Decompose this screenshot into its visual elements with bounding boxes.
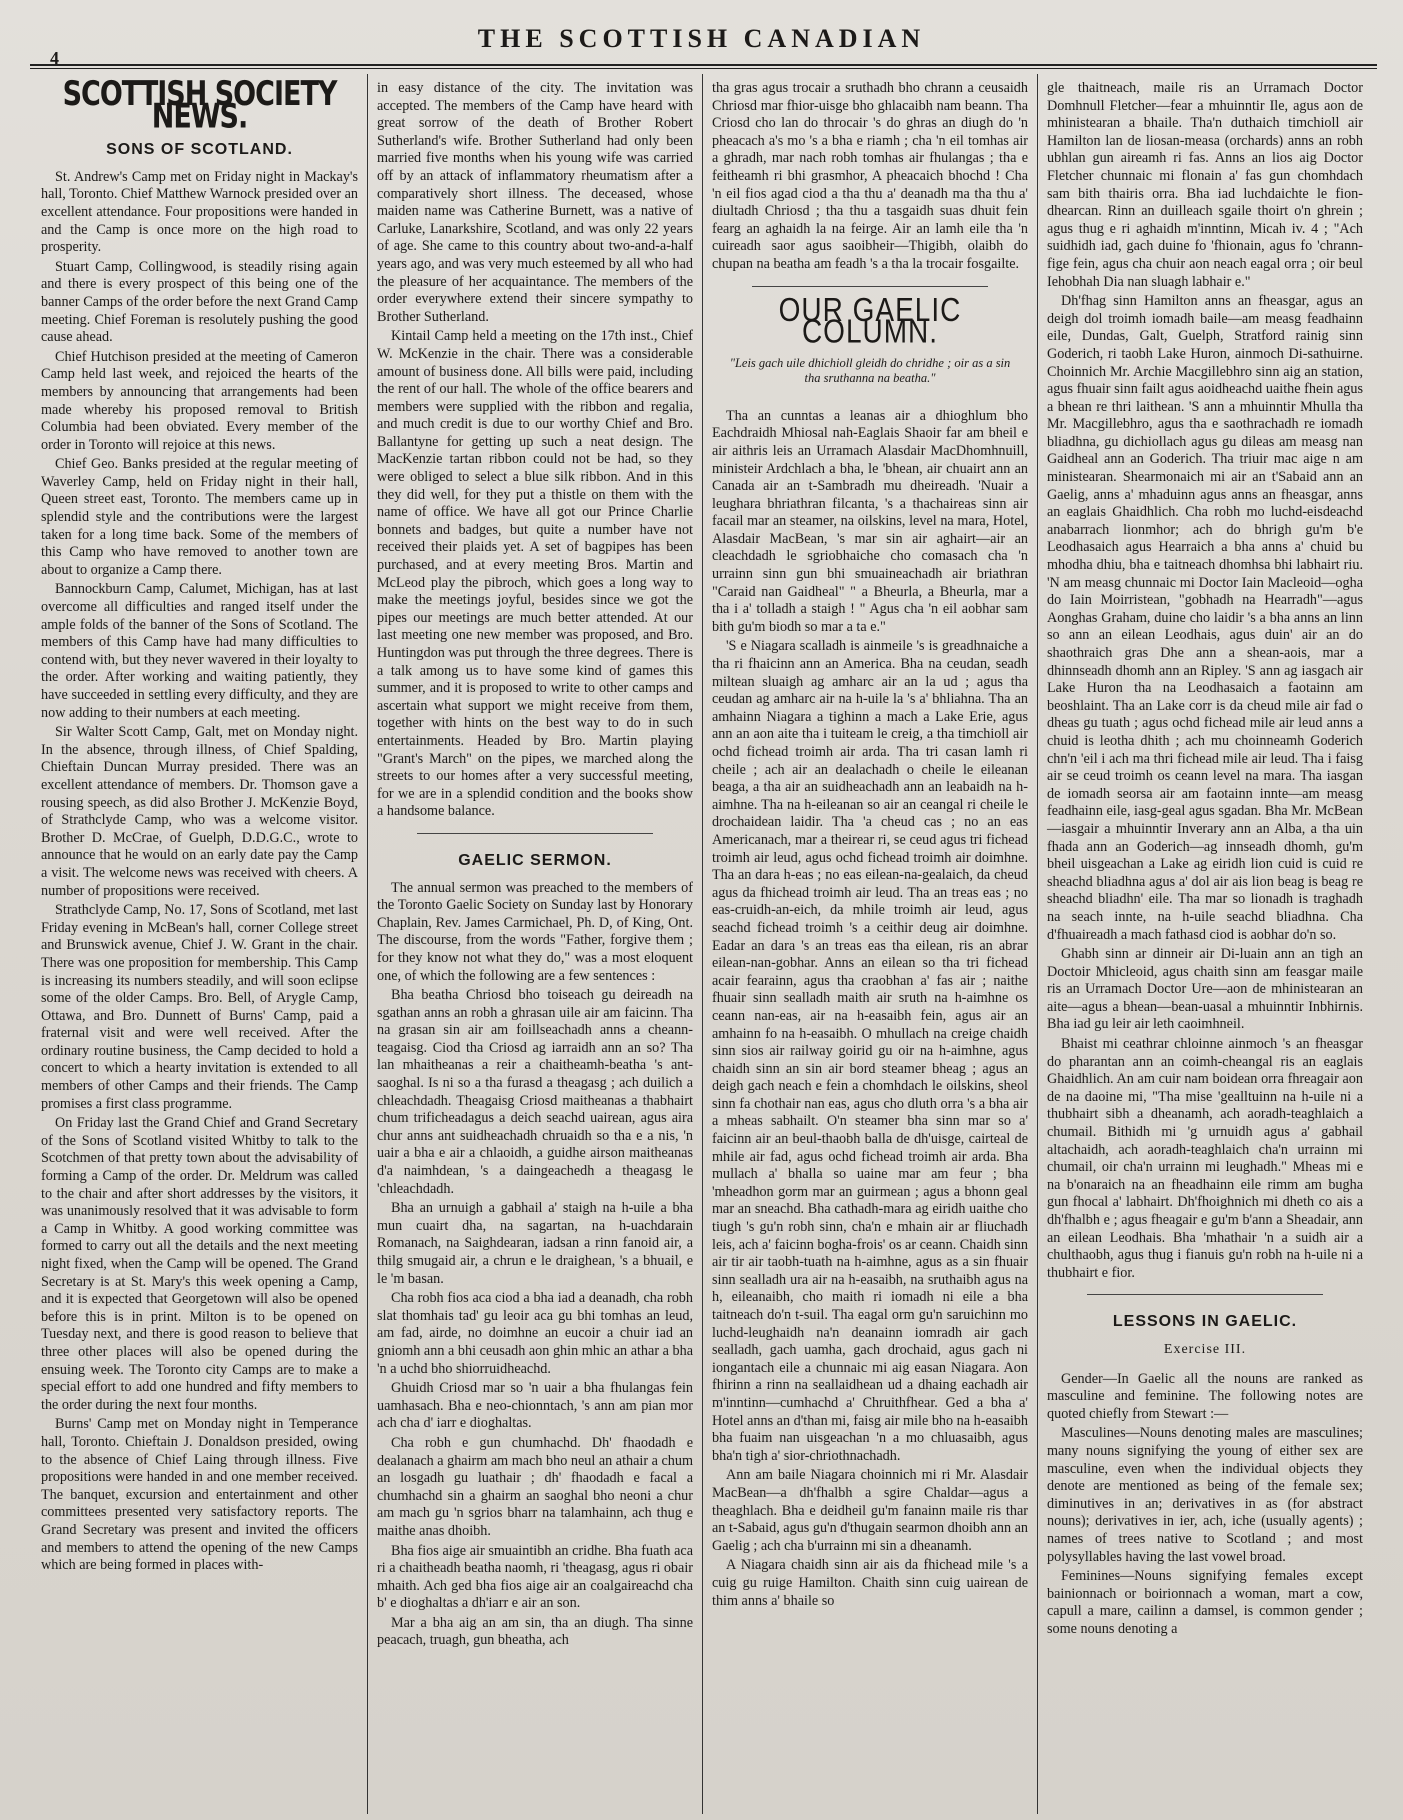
section-divider bbox=[752, 286, 988, 287]
article-paragraph: Feminines—Nouns signifying females except bainionnach or boirionnach a woman, mart a cow, capull a mare, cailinn a damsel, is common gender ; some nouns denoting a bbox=[1047, 1568, 1363, 1637]
newspaper-title: THE SCOTTISH CANADIAN bbox=[477, 24, 926, 53]
article-paragraph: Bha beatha Chriosd bho toiseach gu deireadh na sgathan anns an robh a ghrasan uile air am faicinn. Tha na grasan sin air am foillseachadh anns a cheann-teagaisg. Ciod tha Criosd ag iarraidh ann an so? Tha lan mhaitheanas a reir a chaitheamh-beatha 's ant-saoghal. Is ni so a tha furasd a theagasg ; ach duilich a chleachdadh. Theagaisg Criosd maitheanas a thabhairt chum trificheadagus a deich seachd uairean, agus aira chur anns ant suidheachadh chruaidh so tha e a nis, 'n uair a bha e air a chlaoidh, a guidhe airson maitheanas d'a naimhdean, 's a daingeachedh a theagasg le 'chleachdadh. bbox=[377, 987, 693, 1197]
article-paragraph: Bhaist mi ceathrar chloinne ainmoch 's an fheasgar do pharantan ann an coimh-cheangal ris an eaglais Ghaidhlich. An am cuir nam boidean orra fhreagair aon de na daoine mi, "Tha mise 'gealltuinn na h-uile ni a thubhairt sibh a dheanamh, ach aoradh-teaghlaich a chumail. Bithidh mi 'g urnuidh agus a' gabhail altachaidh, ach aoradh-teaghlaich cha'n urrainn mi chumail, oir cha'n urrainn mi leughadh." Mheas mi e na b'onaraich na an fheadhainn eile rimm am bugha gun fhocal a' labhairt. Dh'fhoighnich mi dheth co ais a dh'fhalbh e ; agus fheagair e gu'm b'ann a Sheadair, ann an eilean Leodhais. Bha 'mhathair 'n a suidh air a chulthaobh, agus thug i fianuis gu'n robh na h-uile ni a thubhairt e fior. bbox=[1047, 1036, 1363, 1281]
article-paragraph: Cha robh e gun chumhachd. Dh' fhaodadh e dealanach a ghairm am mach bho neul an athair a chum an losgadh gu luathair ; dh' fhaodadh e facal a chumhachd sin a ghairm an saoghal bho neoni a chur am mach gu 'n sgrios bharr na talamhainn, ach thug e maithe anas dhoibh. bbox=[377, 1434, 693, 1539]
article-paragraph: Stuart Camp, Collingwood, is steadily rising again and there is every prospect of this being one of the banner Camps of the order before the next Grand Camp meeting. Chief Foreman is resolutely pushing the good cause ahead. bbox=[41, 258, 358, 346]
heading-lessons-in-gaelic: LESSONS IN GAELIC. bbox=[1112, 1313, 1298, 1331]
article-paragraph: Bha an urnuigh a gabhail a' staigh na h-uile a bha mun cuairt dha, na sagartan, na h-uachdarain Romanach, na Saighdearan, iadsan a rinn fanoid air, a thilg smugaid air, a chrun e le draighean, 's a bhuail, e le 'm basan. bbox=[377, 1200, 693, 1287]
heading-our-gaelic-column: OUR GAELIC COLUMN. bbox=[778, 290, 962, 349]
page-number: 4 bbox=[50, 48, 59, 68]
article-paragraph: in easy distance of the city. The invitation was accepted. The members of the Camp have heard with great sorrow of the death of Brother Robert Sutherland's wife. Brother Sutherland had only been married five months when his young wife was carried off by an attack of inflammatory rheumatism after a comparatively short illness. The deceased, whose maiden name was Catherine Burnett, was a native of Carluke, Lanarkshire, Scotland, and was only 22 years of age. She came to this country about two-and-a-half years ago, and was very much esteemed by all who had the pleasure of her acquaintance. The members of the order everywhere extend their sincere sympathy to Brother Sutherland. bbox=[377, 80, 693, 325]
article-paragraph: Chief Hutchison presided at the meeting of Cameron Camp held last week, and rejoiced the hearts of the members by announcing that arrangements had been made whereby his proposed removal to British Columbia had been obviated. Every member of the order in Toronto will rejoice at this news. bbox=[41, 348, 358, 453]
article-paragraph: Ghabh sinn ar dinneir air Di-luain ann an tigh an Doctoir Mhicleoid, agus chaith sinn am feasgar maile ris an Urramach Doctor Ure—aon de mhinistearan an aite—agus a bhean—bean-uasal a mhuinntir Inbhirnis. Bha iad gu leir air leth caoimhneil. bbox=[1047, 946, 1363, 1033]
article-paragraph: The annual sermon was preached to the members of the Toronto Gaelic Society on Sunday last by Honorary Chaplain, Rev. James Carmichael, Ph. D, of King, Ont. The discourse, from the words "Father, forgive them ; for they know not what they do," was a most eloquent one, of which the following are a few sentences : bbox=[377, 879, 693, 984]
column-3 bbox=[702, 74, 1037, 1814]
article-paragraph: A Niagara chaidh sinn air ais da fhichead mile 's a cuig gu ruige Hamilton. Chaith sinn cuig uairean de thim anns a' bhaile so bbox=[712, 1557, 1028, 1609]
subheading-sons-of-scotland: SONS OF SCOTLAND. bbox=[106, 141, 293, 159]
article-paragraph: Bha fios aige air smuaintibh an cridhe. Bha fuath aca ri a chaitheadh beatha naomh, ri 'theagasg, agus ri obair mhaith. Ach ged bha fios aige air an coalgaireachd cha b' e dioghaltas a dh'iarr e air an son. bbox=[377, 1542, 693, 1612]
article-paragraph: On Friday last the Grand Chief and Grand Secretary of the Sons of Scotland visited Whitby to talk to the Scotchmen of that pretty town about the advisability of forming a Camp of the order. Dr. Meldrum was called to the chair and after short addresses by the visitors, it was unanimously resolved that it was advisable to form a Camp in Whitby. A good working committee was formed to carry out all the details and the next meeting night fixed, when the Camp will be opened. The Grand Secretary is at St. Mary's this week opening a Camp, and it is expected that Georgetown will also be opened before this is in print. Milton is to be opened on Tuesday next, and there is good reason to believe that three other places will also be opened during the ensuing week. The Toronto city Camps are to make a special effort to add one hundred and fifty members to the order during the next four months. bbox=[41, 1115, 358, 1413]
subheading-gaelic-sermon: GAELIC SERMON. bbox=[458, 851, 612, 869]
article-paragraph: Masculines—Nouns denoting males are masculines; many nouns signifying the young of either sex are masculine, even when the individual objects they denote are mentioned as being of the female sex; diminutives in an; derivatives in as (for abstract nouns); derivatives in ier, ach, iche (usually agents) ; names of trees native to Scotland ; and most polysyllables having the last vowel broad. bbox=[1047, 1425, 1363, 1565]
section-divider bbox=[417, 833, 653, 834]
article-paragraph: Ann am baile Niagara choinnich mi ri Mr. Alasdair MacBean—a dh'fhalbh a sgire Chaldar—agus a theaghlach. Bha e deidheil gu'm fanainn maile ris thar an t-Sabaid, agus gu'n d'thugain searmon dhoibh ann an Gaelig ; ach cha b'urrainn mi sin a dheanamh. bbox=[712, 1467, 1028, 1554]
article-paragraph: 'S e Niagara scalladh is ainmeile 's is greadhnaiche a tha ri fhaicinn ann an America. Bha na ceudan, seadh miltean sluaigh ag amharc air an la ud ; agus tha ceudan ag amharc air na h-uile la 's a' bhliahna. Tha an amhainn Niagara a tighinn a mach a Lake Erie, agus ann an aon aite tha i tuiteam le creig, a tha timchioll air ochd fichead troimh air arda. Tha tri casan lamh ri cheile ; ach air an dealachadh o cheile le eileanan beaga, a tha air an suidheachadh ann an leabaidh na h-aimhne. Tha na h-eileanan so air an ceangal ri cheile le drochaidean laidir. Tha 'a cheud cas ; no an eas Americanach, mar a theirear ri, se ceud agus tri fichead troimh air leud, agus ochd fichead troimh air doimhne. Tha an dara h-eas ; no eas eilean-na-gealaich, da cheud agus da fhichead troimh air leud. Tha an treas eas ; no eas-cruidh-an-eich, da mhile troimh air leud, agus seachd fichead troimh 's a ceithir deug air doimhne. Eadar an dara 's an treas eas tha eilean, ris an abrar eilean-nan-gobhar. Anns an eilean so tha tri fichead acair fearainn, agus tha craobhan a' fas air ; naithe fhuair sinn sealladh maith air sruth na h-aimhne os ceann nan-eas, air na h-easaibh fein, agus air an amhainn fo na h-easaibh. O mhullach na creige chaidh sinn sios air railway goirid gu oir na h-aimhne, agus chaidh sinn an sin air bord steamer bheag ; agus an deigh gach neach e fein a chomhdach le oilskins, sheol sinn fa chothair nan eas, agus cho dluth orra 's a bha air a mheas sabhailt. O'n steamer bha sinn mar so a' faicinn air an beul-thaobh balla de dh'uisge, cairteal de mhile air fad, agus ochd fichead troimh air arda. Bha mullach a' bhalla so uaine mar am feur ; bha 'mheadhon gorm mar an guirmean ; agus a bhonn geal mar an sneachd. Bha cathadh-mara ag eiridh uaithe cho tiugh 's gu'n robh sinn, cha'n e mhain air ar fliuchadh leis, ach a' faicinn bogha-frois' os ar ceann. Chaidh sinn air tir air taobh-tuath na h-aimhne, agus as a sin fhuair sinn sealladh ura air na h-easaibh, na sruthaibh agus na h, eileanaibh, cho maith ri iomadh ni eile a bha taitneach do'n t-suil. Tha eagal orm gu'n saruichinn mo luchd-leughaidh na'n deanainn iomradh air gach sealladh, gach uamha, gach drochaid, agus gach ni iongantach eile a chunnaic mi aig easan Niagara. Aon fhirinn a rinn na seallaidhean ud a dhaing eachadh air m'inntinn—cumhachd a' Chruithfhear. Ged a bha a' Hotel anns an d'than mi, faisg air mile bho na h-easaibh bha fuaim nan uisgeachan 'n a mo chluasaibh, agus bha'n tigh a' sior-chriothnachadh. bbox=[712, 638, 1028, 1464]
article-paragraph: St. Andrew's Camp met on Friday night in Mackay's hall, Toronto. Chief Matthew Warnock presided over an excellent attendance. Four propositions were handed in and the Camp is once more on the high road to prosperity. bbox=[41, 168, 358, 256]
article-paragraph: Bannockburn Camp, Calumet, Michigan, has at last overcome all difficulties and ranged itself under the ample folds of the banner of the Sons of Scotland. The members of this Camp have had many difficulties to contend with, but they never wavered in their loyalty to the order. After working and waiting patiently, they have succeeded in settling every difficulty, and they are now adding to their numbers at each meeting. bbox=[41, 581, 358, 721]
article-paragraph: Sir Walter Scott Camp, Galt, met on Monday night. In the absence, through illness, of Chief Spalding, Chieftain Duncan Murray presided. There was an excellent attendance of members. Dr. Thomson gave a rousing speech, as did also Brother J. McKenzie Boyd, of Strathclyde Camp, who was a welcome visitor. Brother D. McCrae, of Guelph, D.D.G.C., wrote to announce that he would on an early date pay the Camp a visit. The welcome news was received with cheers. A number of propositions were received. bbox=[41, 724, 358, 899]
article-paragraph: tha gras agus trocair a sruthadh bho chrann a ceusaidh Chriosd mar fhior-uisge bho ghlacaibh nam beann. Tha Criosd cho lan do throcair 's do ghras an diugh do 'n pheacach a's mo 's a bha e riamh ; cha 'n eil tomhas air a ghradh, mar nach robh tomhas air fhulangas ; tha e feitheamh ri bhi grasmhor, A pheacaich bhochd ! Cha 'n eil fios agad ciod a tha thu a' deanadh ma tha thu a' diultadh Chriosd ; tha thu a tasgaidh suas dhuit fein fearg an aghaidh la na feirge. Air an lamh eile tha 'n cuireadh saor agus saoibheir—Thigibh, olaibh do chupan na beatha am feadh 's a tha la trocair fosgailte. bbox=[712, 80, 1028, 272]
article-paragraph: gle thaitneach, maile ris an Urramach Doctor Domhnull Fletcher—fear a mhuinntir Ile, agus aon de mhinistearan a bhaile. Tha'n duthaich timchioll air Hamilton lan de liosan-measa (orchards) anns an robh ubhlan gun aireamh ri fas. Anns an lios aig Doctor Fletcher chunnaic mi flonain a' fas gun chomhdach sam bith thairis orra. Bha iad luchdaichte le fion-dhearcan. Rinn an duilleach sgaile thoirt o'n ghrein ; agus thug e ri aghaidh m'inntinn, Micah iv. 4 ; "Ach suidhidh iad, gach duine fo 'fhionain, agus fo 'chrann-fige fein, agus cha chuir aon neach eagal orra ; oir beul Iehobhah Dia nan sluagh labhair e." bbox=[1047, 80, 1363, 290]
column-4 bbox=[1037, 74, 1372, 1814]
column-motto: "Leis gach uile dhichioll gleidh do chridhe ; oir as a sin tha sruthanna na beatha." bbox=[729, 355, 1011, 385]
section-divider bbox=[1087, 1294, 1323, 1295]
column-1 bbox=[32, 74, 367, 1814]
article-paragraph: Strathclyde Camp, No. 17, Sons of Scotland, met last Friday evening in McBean's hall, corner College street and Brunswick avenue, Chief J. W. Grant in the chair. There was one proposition for membership. This Camp is increasing its numbers steadily, and will soon eclipse some of the older Camps. Bro. Bell, of Arygle Camp, Ottawa, and Bro. Dunnett of Burns' Camp, paid a fraternal visit and were well received. After the ordinary routine business, the Camp decided to hold a concert to which a hearty invitation is extended to all members of other Camps and their friends. The Camp promises a first class programme. bbox=[41, 902, 358, 1112]
article-paragraph: Mar a bha aig an am sin, tha an diugh. Tha sinne peacach, truagh, gun bheatha, ach bbox=[377, 1614, 693, 1649]
article-paragraph: Kintail Camp held a meeting on the 17th inst., Chief W. McKenzie in the chair. There was a considerable amount of business done. All bills were paid, including the rent of our hall. The whole of the office bearers and members were supplied with the ribbon and regalia, and much credit is due to our worthy Chief and Bro. Ballantyne for getting up such a neat design. The MacKenzie tartan ribbon could not be had, so they were obliged to select a blue silk ribbon. And in this they did well, for they put a thistle on them with the name of office. We have all got our Prince Charlie bonnets and badges, but quite a number have not received their plaids yet. A set of bagpipes has been purchased, and at every meeting Bros. Martin and McLeod play the pibroch, which goes a long way to make the meetings joyful, besides since we got the pipes our meetings are much better attended. At our last meeting one new member was proposed, and Bro. Huntingdon was put through the three degrees. There is a talk among us to have some kind of games this summer, and it is proposed to write to other camps and ascertain what support we might receive from them, together with hints on the best way to do in such entertainments. Headed by Bro. Martin playing "Grant's March" on the pipes, we marched along the streets to our homes after a very successful meeting, for we are in a splendid condition and the books show a handsome balance. bbox=[377, 328, 693, 820]
column-2 bbox=[367, 74, 702, 1814]
section-heading-society-news: SCOTTISH SOCIETY NEWS. bbox=[62, 74, 337, 136]
masthead-rule bbox=[30, 64, 1377, 66]
article-paragraph: Cha robh fios aca ciod a bha iad a deanadh, cha robh slat thomhais tad' gu leoir aca gu bhi tomhas an leud, am fad, airde, no doimhne an eucoir a chuir iad an gniomh ann a bhi ceusadh aon ghin mhic an athar a bha 'n a uchd bho shiorruidheachd. bbox=[377, 1290, 693, 1377]
subheading-exercise: Exercise III. bbox=[1163, 1341, 1247, 1357]
masthead-rule-thin bbox=[30, 68, 1377, 69]
columns bbox=[32, 74, 1372, 1814]
article-paragraph: Chief Geo. Banks presided at the regular meeting of Waverley Camp, held on Friday night in their hall, Queen street east, Toronto. The members came up in splendid style and the contributions were the largest taken for a long time back. Some of the members of this Camp who have removed to another town are about to organize a Camp there. bbox=[41, 456, 358, 578]
article-paragraph: Dh'fhag sinn Hamilton anns an fheasgar, agus an deigh dol troimh iomadh baile—am measg feadhainn eile, Dundas, Galt, Guelph, Stratford rainig sinn Goderich, ri taobh Lake Huron, ainmoch Di-sathuirne. Choinnich Mr. Archie Macgillebhro sinn aig an station, agus fhuair sinn failt agus aoidheachd uaithe fhein agus a bhean re thri laithean. 'S ann a mhuinntir Mhulla tha Mr. Macgillebhro, agus tha e saothrachadh re iomadh bliadhna, gu dichiollach agus gu dileas am measg nan Gaidheal ann an Goderich. Tha triuir mac aige n am ministearan. Shearmonaich mi air an t'Sabaid ann an Gaelig, anns a' mhaduinn agus anns an fheasgar, anns an eaglais Ghaidhlich. Cha robh mo luchd-eisdeachd anabarrach lionmhor; ach do bhrigh gu'm b'e Leodhasaich agus Hearraich a bha anns a' chuid bu mhodha dhiu, bha e taitneach dhomhsa bhi labhairt riu. 'N am measg chunnaic mi Doctor Iain Macleoid—ogha do Iain Moirristean, "gobhadh na Hearradh"—agus Aonghas Graham, duine cho laidir 's a bha anns an linn so ann an eilean Leodhais, agus duin' air an do shaothraich gras Dhe ann a shean-aois, mar a dhinnseadh dhomh ann an Ripley. 'S ann ag iasgach air Lake Huron tha na Leodhasaich a faotainn am beoshlaint. Tha an Lake corr is da cheud mile air fad o dheas gu tuath ; agus ochd fichead mile air leud anns a chuid is leotha dhith ; ach mu choinneamh Goderich chn'n 'eil i ach ma thri fichead mile air leud. Tha i faisg air se ceud troimh os ceann level na mara. Tha iasgan de iomadh seorsa air am faotainn innte—am measg feadhainn eile, iasg-geal agus sgadan. Bha Mr. McBean—iasgair a mhuinntir Inverary ann an Alba, a tha uin fhada ann an Goderich—ag innseadh dhomh, gu'm bheil uisgeachan a Lake ag eiridh lion cuid is cuid re sheachd bliadhna agus a' dol air ais lion beag is beag re sheachd bliadhn' eile. Tha mar so lionadh is traghadh na seach innte, na h-uile seachd bliadhna. Cha d'fhuaireadh a mach fathasd ciod is aobhar do'n so. bbox=[1047, 293, 1363, 943]
article-paragraph: Gender—In Gaelic all the nouns are ranked as masculine and feminine. The following notes are quoted chiefly from Stewart :— bbox=[1047, 1370, 1363, 1422]
article-paragraph: Burns' Camp met on Monday night in Temperance hall, Toronto. Chieftain J. Donaldson presided, owing to the absence of Chief Laing through illness. Five propositions were handed in and one member received. The banquet, excursion and entertainment and other committees presented very satisfactory reports. The Grand Secretary was present and invited the officers and members to attend the opening of the new Camps which are being formed in places with- bbox=[41, 1416, 358, 1574]
article-paragraph: Tha an cunntas a leanas air a dhioghlum bho Eachdraidh Mhiosal nah-Eaglais Shaoir far am bheil e air aithris leis an Urramach Alasdair MacDhomhnuill, ministeir Ardchlach a bha, le 'bhean, air chuairt ann an Canada air an t-Sambradh mu dheireadh. 'Nuair a leughara bhriathran filcanta, 's a thachaireas sinn air facail mar an steamer, na oilskins, level na mara, Hotel, Alasdair MacBean, 's mar sin air aghairt—air an cleachdadh le sgriobhaiche cho comasach cha 'n urrainn sinn gun bhi smuaineachadh air briathran "Caraid nan Gaidheal" " a Bheurla, a Bheurla, mar a tha i a' tolladh a staigh ! " Agus cha 'n eil aobhar sam bith gu'm biodh so mar a ta e." bbox=[712, 407, 1028, 635]
article-paragraph: Ghuidh Criosd mar so 'n uair a bha fhulangas fein uamhasach. Bha e neo-chionntach, 's ann am pian mor ach cha d' iarr e dioghaltas. bbox=[377, 1380, 693, 1432]
